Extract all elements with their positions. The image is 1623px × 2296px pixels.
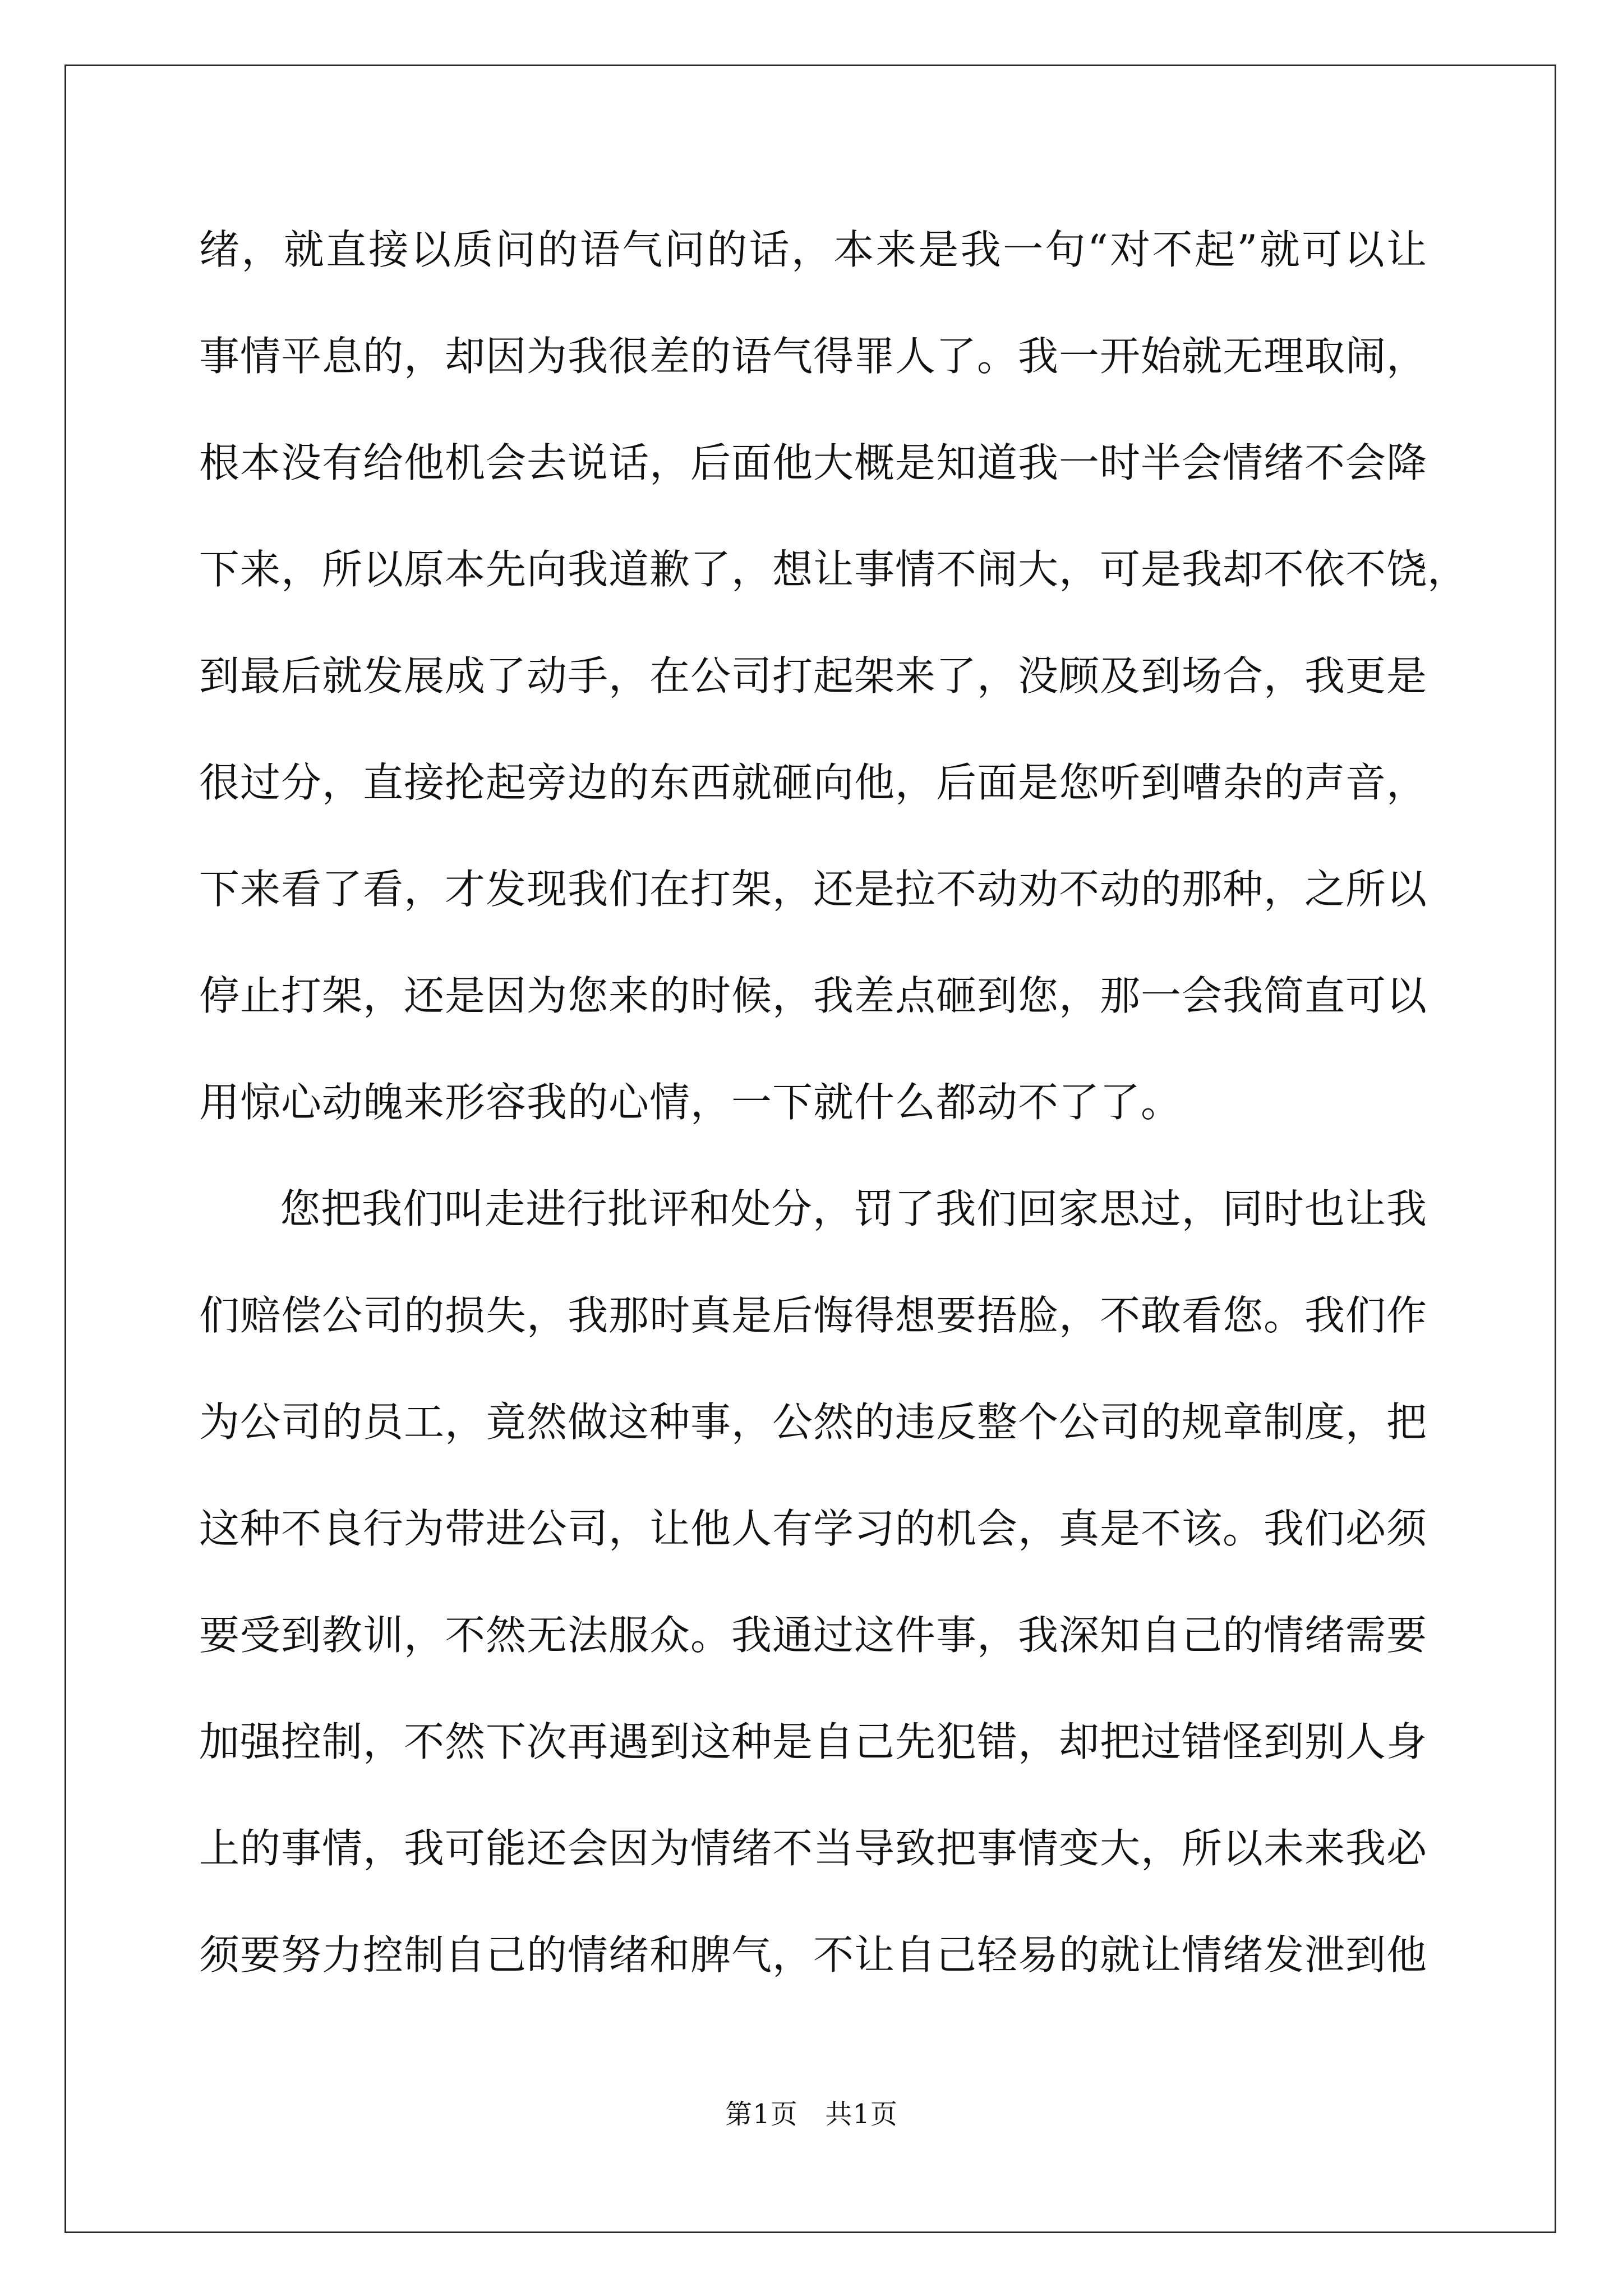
text-line: 根本没有给他机会去说话，后面他大概是知道我一时半会情绪不会降 — [199, 439, 1428, 486]
text-line: 为公司的员工，竟然做这种事，公然的违反整个公司的规章制度，把 — [199, 1398, 1428, 1446]
text-line: 停止打架，还是因为您来的时候，我差点砸到您，那一会我简直可以 — [199, 972, 1428, 1019]
text-line: 要受到教训，不然无法服众。我通过这件事，我深知自己的情绪需要 — [199, 1612, 1428, 1659]
text-line: 很过分，直接抡起旁边的东西就砸向他，后面是您听到嘈杂的声音， — [199, 759, 1428, 806]
paragraph-1 — [199, 196, 1469, 1156]
text-line: 加强控制，不然下次再遇到这种是自己先犯错，却把过错怪到别人身 — [199, 1718, 1428, 1765]
page-total: 共1页 — [825, 2099, 898, 2130]
text-line: 们赔偿公司的损失，我那时真是后悔得想要捂脸，不敢看您。我们作 — [199, 1292, 1428, 1339]
document-body — [199, 196, 1469, 2008]
paragraph-2 — [199, 1156, 1427, 2008]
text-line: 上的事情，我可能还会因为情绪不当导致把事情变大，所以未来我必 — [199, 1825, 1428, 1872]
text-line: 您把我们叫走进行批评和处分，罚了我们回家思过，同时也让我 — [280, 1185, 1427, 1232]
text-line: 到最后就发展成了动手，在公司打起架来了，没顾及到场合，我更是 — [199, 652, 1428, 700]
page-number: 第1页 — [725, 2099, 798, 2130]
text-line: 事情平息的，却因为我很差的语气得罪人了。我一开始就无理取闹， — [199, 333, 1428, 380]
page-footer — [0, 2092, 1623, 2131]
text-line: 下来，所以原本先向我道歉了，想让事情不闹大，可是我却不依不饶， — [199, 546, 1469, 593]
text-line: 绪，就直接以质问的语气问的话，本来是我一句“对不起”就可以让 — [199, 226, 1427, 273]
text-line: 下来看了看，才发现我们在打架，还是拉不动劝不动的那种，之所以 — [199, 866, 1428, 913]
text-line: 须要努力控制自己的情绪和脾气，不让自己轻易的就让情绪发泄到他 — [199, 1931, 1428, 1978]
text-line: 这种不良行为带进公司，让他人有学习的机会，真是不该。我们必须 — [199, 1505, 1428, 1552]
text-line: 用惊心动魄来形容我的心情，一下就什么都动不了了。 — [199, 1079, 1182, 1126]
